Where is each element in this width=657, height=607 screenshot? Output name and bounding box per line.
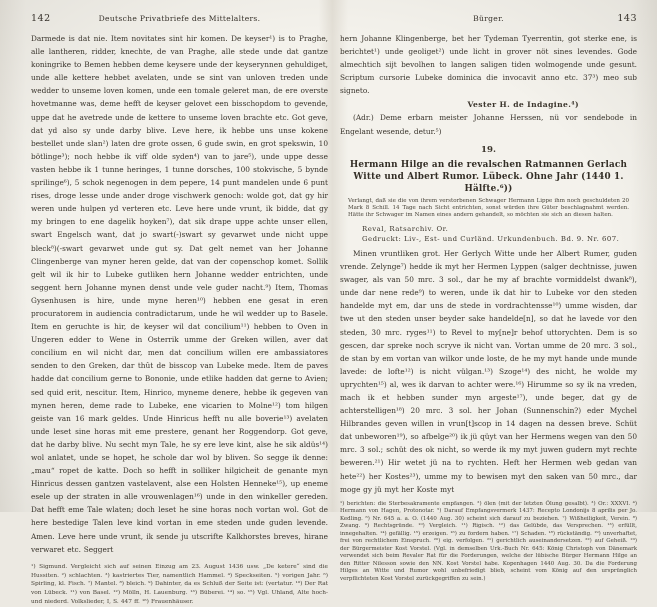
- page-number-left: 142: [31, 13, 51, 24]
- letter-18-body-continuation: Darmede is dat nie. Item novitates sint hir komen. De keyser¹) is to Praghe, alle lantheren, ridder, knechte, de van Praghe, alle stede unde dat gantze koningrike to Bemen hebben deme keysere unde der keyserynnen gehuldiget, unde alle kettere hebbet avelaten, unde se sint van unloven treden unde wedder to unseme loven komen, unde een tomale geleret man, de ere overste hovetmanne was, deme hefft de keyser gelovet een bisschopdom to gevende, uppe dat he avetrede unde de kettere to unseme loven brachte etc. Got geve, dat yd also sy unde darby blive. Leve here, ik hebbe uns unse kokene bestellet unde slan²) laten dre grote ossen, 6 gude swin, en grot spekswin, 10 bötlinge³); noch hebbe ik viff olde syden⁴) van to jare⁵), unde uppe desse vasten hebbe ik 1 tunne heringes, 1 tunne dorsches, 100 stokvische, 5 bynde sprilinge⁶), 5 schok negenogen in dem pepere, 14 punt mandelen unde 6 punt rises, droge lesse unde ander droge vischwerk genoch: wolde got, dat gy hir weren unde hulpen yd verteren etc. Leve here unde vrunt, ik bidde, dat gy my bringen to ene dagelik hoyken⁷), dat sik drape uppe achte unser ellen, swart Engelsch want, dat jo swart(-)swart sy gevarwet unde nicht uppe bleck⁸)(-swart gevarwet unde gut sy. Dat gelt nemet van her Johanne Clingenberge van myner heren gelde, dat van der copenschop komet. Sollik gelt wil ik hir to Lubeke gutliken hern Johanne wedder entrichten, unde seggent hern Johanne mynen denst unde vele guder nacht.⁹) Item, Thomas Gysenhusen is hire, unde myne heren¹⁰) hebben ene gesat in eren procuratorem in audiencia contradictarum, unde he wil wedder up to Basele. Item en geruchte is hir, de keyser wil dat concilium¹¹) hebben to Oven in Ungeren edder to Wene in Osterrik umme der Greken willen, aver dat concilium en wil nicht dar, men dat concilium willen ere ambassiatores senden to den Greken, dar thût de bisscop van Lubeke mede. Item de paves hadde dat concilium gerne to Bononie, unde etlike hadden dat gerne to Avien; sed quid erit, nescitur. Item, Hinrico, myneme denere, hebbe ik gegeven van mynen heren, deme rade to Lubeke, ene vicarien to Molne¹²) tom hilgen geiste van 16 mark geldes. Unde Hinricus hefft nu alle boverie¹³) avelaten unde leset sine horas mit eme prestere, genant her Roggendorp. Got geve, dat he darby blive. Nu secht myn Tale, he sy ere leve kint, alse he sik aldüs¹⁴) wol anlatet, unde se hopet, he schole dar wol by bliven. So segge ik denne: „mau“ ropet de katte. Doch so hefft in solliker hilgicheit de genante myn Hinricus dessen gantzen vastelavent, alse een Holsten Henneke¹⁵), up eneme esele up der straten in alle vrouwenlagen¹⁶) unde in den winkeller gereden. Dat hefft eme Tale wlaten; doch leset he sine horas noch vortan wol. Got de here bestedige Talen leve kind vortan in eme steden unde guden levende. Amen. Leve here unde vrunt, ik sende ju utscrifte Kalkhorstes breves, hirane verwaret etc. Seggert: [31, 34, 328, 554]
- letter-18-closing: hern Johanne Klingenberge, bet her Tydeman Tyerrentin, got sterke ene, is berichtet¹) unde geoliget²) unde licht in grover nöt sines levendes. Gode almechtich sijt bevolhen to langen saligen tiden wolmogende unde gesunt. Scriptum cursorie Lubeke dominica die invocavit anno etc. 37³) meo sub signeto.: [340, 34, 637, 96]
- letter-19-source: [362, 224, 637, 244]
- running-title-right: Bürger.: [473, 14, 504, 23]
- footnotes-left: ¹) Sigmund. Vergleicht sich auf seinen Einzug am 23. August 1436 usw. „De ketere“ sind die Hussiten. ²) schlachten. ³) kastriertes Tier, namentlich Hammel. ⁴) Speckseiten. ⁵) vorigen Jahr. ⁶) Spirling, kl. Fisch. ⁷) Mantel. ⁸) bleich. ⁹) Dahinter, da es Schluß der Seite ist: (vertatur. ¹⁰) Der Rat von Lübeck. ¹¹) von Basel. ¹²) Mölln, H. Lauenburg. ¹³) Büberei. ¹⁴) so. ¹⁵) Vgl. Uhland, Alte hoch- und niederd. Volkslieder, I, S. 447 ff. ¹⁶) Frauenhäuser.: [31, 563, 328, 605]
- letter-18-signature: Vester H. de Indagine.⁴): [467, 100, 579, 110]
- letter-19-number: 19.: [481, 144, 496, 155]
- footnotes-right: ¹) berichten: die Sterbesakramente empfangen. ²) ölen (mit der letzten Ölung gesalbt). ³) Or.: XXXVI. ⁴) Hermann von Hagen, Protonotar. ⁵) Darauf Empfangsvermerk 1437: Recepto Londonijs 8 aprilis per Jo. Kedling. ⁶) Nr. 645 a. a. O. (1440 Aug. 30) scheint sich darauf zu beziehen. ⁷) Wißheiligkeit, Verein. ⁸) Zwang. ⁹) Rechtsgründe. ¹⁰) Vergleich. ¹¹) Rigisch. ¹²) das Gelübde, das Versprechen. ¹³) erfüllt, innegehalten. ¹⁴) gefällig. ¹⁵) erzeigen. ¹⁶) zu fordern haben. ¹⁷) Schaden. ¹⁸) rückständig. ¹⁹) unverhaftet, frei von rechtlichem Einspruch. ²⁰) eig. verfolgen. ²¹) gerichtlich auseinandersetzen. ²²) auf Geheiß. ²³) der Bürgermeister Kost Vorstel. (Vgl. in demselben Urk.-Buch Nr. 645: König Christoph von Dänemark verwendet sich beim Revaler Rat für die Forderungen, welche der lübische Bürger Hermann Hilge an den Ritter Nilesson sowie den NN. Kost Vorstel habe. Kopenhagen 1440 Aug. 30. Da die Forderung Hilges an Witte und Rumor wohl unbefriedigt blieb, scheint vom König auf den ursprünglich verpflichteten Kost Vorstel zurückgegriffen zu sein.): [340, 500, 637, 582]
- letter-19-body: Minen vruntliken grot. Her Gerlych Witte unde her Albert Rumer, guden vrende. Zelynge⁷) hedde ik myt her Hermen Lyppen (salger dechtnisse, juwen swager, als van 50 mrc. 3 sol., dar he my af brachte vormiddelst dwank⁸), unde dar nene rede⁹) to weren, unde ik dat hir to Lubeke vor den steden handelde myt em, dar uns de stede in vordrachtensse¹⁰) umme wisden, dar twe ut den steden unser beyder sake handelde[n], so dat he lavede vor den steden, 30 mrc. ryges¹¹) to Revel to my[ne]r behof uttorychten. Dem is so gescen, dar spreke noch scryve ik nicht van. Vortan umme de 20 mrc. 3 sol., de stan by em vortan van wilkor unde loste, de he my myt hande unde munde lavede: de lofte¹²) is nicht vülgan.¹³) Szoge¹⁴) des nicht, he wolde my uprychten¹⁵) al, wes ik darvan to achter were.¹⁶) Hirumme so sy ik na vreden, mach ik et hebben sunder myn argeste¹⁷), unde beger, dat gy de achterstelligen¹⁸) 20 mrc. 3 sol. her Johan (Sunnenschin?) eder Mychel Hilbrandes geven willen in vrun[t]scop in 14 dagen na dessen breve. Schüt dat unbeworen¹⁹), so afbelge²⁰) ik jü qüyt van her Hermens wegen van den 50 mrc. 3 sol.; schüt des ok nicht, so werde ik my myt juwen gudern myt rechte beweren.²¹) Hir wetet jü na to rychten. Heft her Hermen web gedan van hete²²) her Kostes²³), umme my to bewisen myt den saken van 50 mrc., dar moge gy jü myt her Koste myt: [340, 248, 637, 494]
- running-title-left: Deutsche Privatbriefe des Mittelalters.: [98, 14, 261, 23]
- source-archive-line: Reval, Ratsarchiv. Or.: [362, 224, 449, 233]
- page-number-right: 143: [617, 13, 637, 24]
- source-printed-line: Gedruckt: Liv-, Est- und Curländ. Urkundenbuch. Bd. 9. Nr. 607.: [362, 234, 620, 243]
- page-143: [340, 13, 637, 583]
- page-142: [31, 13, 328, 607]
- letter-18-address: (Adr.) Deme erbarn meister Johanne Herssen, nü vor sendebode in Engelant wesende, detur.⁵): [340, 113, 637, 136]
- letter-19-regest: Verlangt, daß sie die von ihrem verstorbenen Schwager Hermann Lippe ihm noch geschuldeten 20 Mark 8 Schill. 14 Tage nach Sicht entrichten, sonst würden ihre Güter beschlagnahmt werden. Hätte ihr Schwager im Namen eines andern gehandelt, so möchten sie sich an diesen halten.: [348, 197, 629, 219]
- letter-19-title: Hermann Hilge an die revalschen Ratmannen Gerlach Witte und Albert Rumor. Lübeck. Ohne Jahr (1440 1. Hälfte.⁶)): [349, 159, 628, 194]
- running-head-right: [340, 13, 637, 24]
- running-head-left: [31, 13, 328, 24]
